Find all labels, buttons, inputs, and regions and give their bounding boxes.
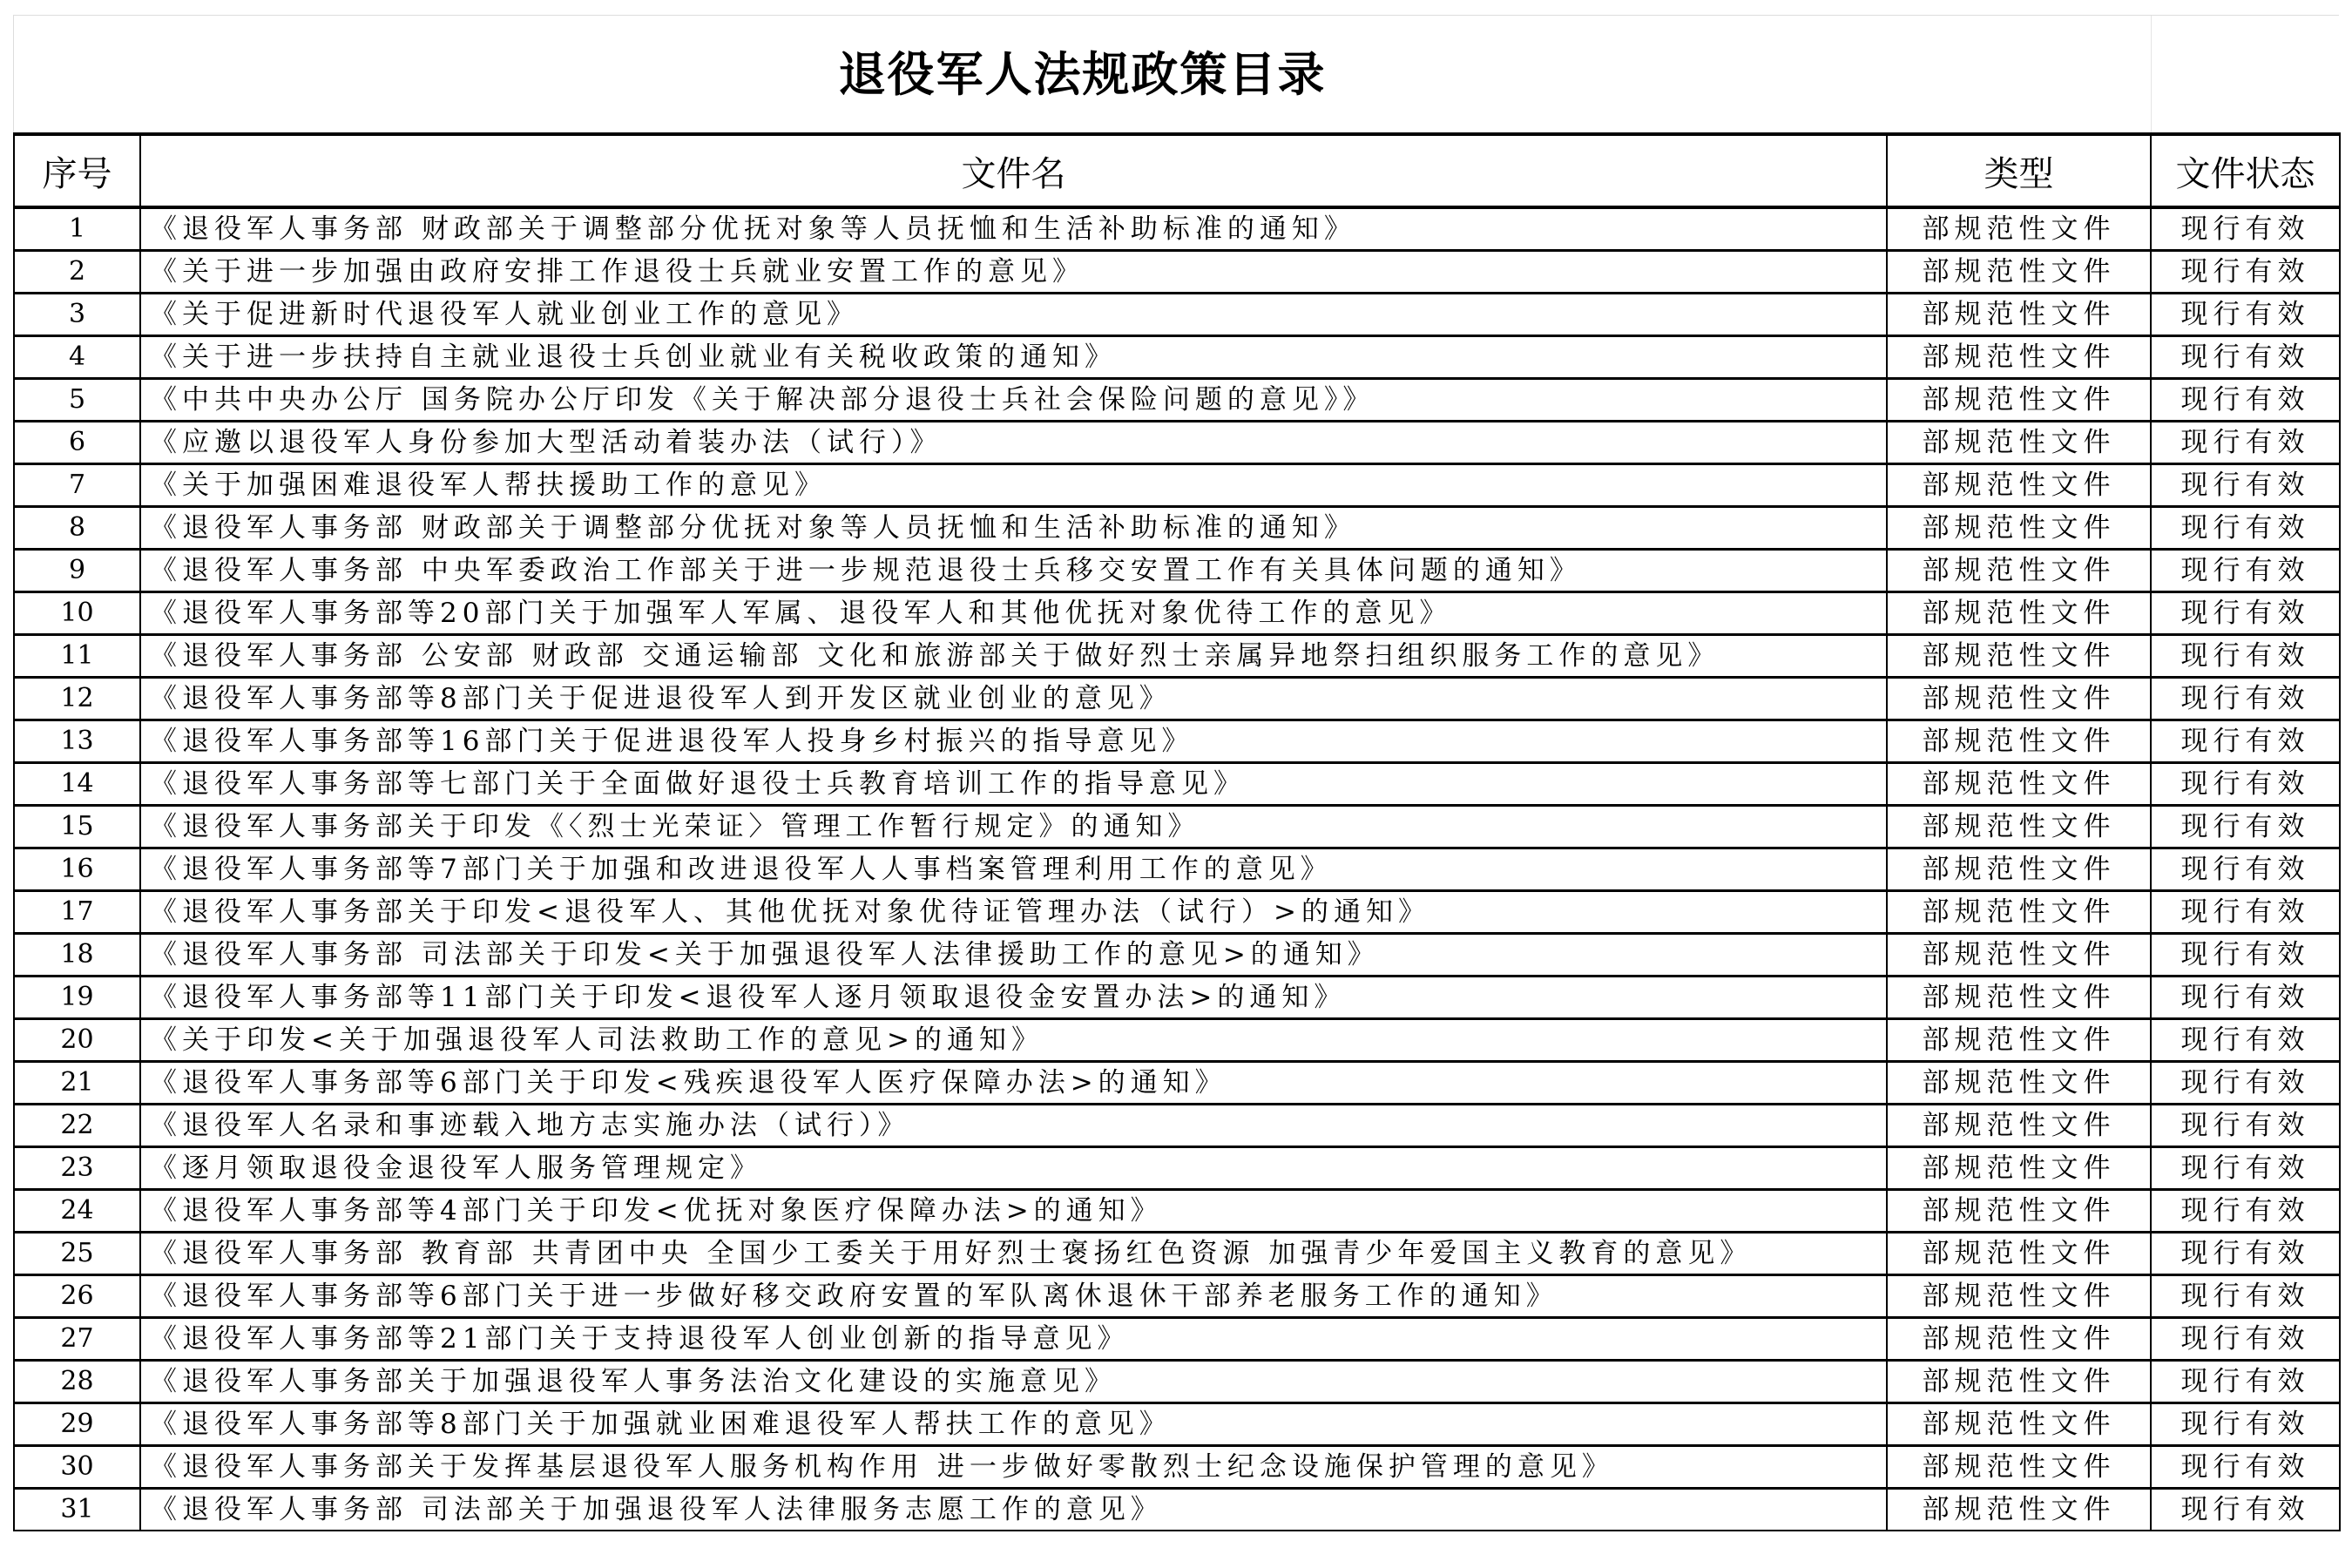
document-type: 部规范性文件 [1887,1019,2151,1062]
document-name: 《退役军人事务部 财政部关于调整部分优抚对象等人员抚恤和生活补助标准的通知》 [140,207,1887,251]
table-row [14,1489,2340,1531]
row-index: 3 [14,294,140,336]
document-name: 《退役军人事务部关于印发《〈烈士光荣证〉管理工作暂行规定》的通知》 [140,806,1887,848]
document-name: 《退役军人事务部等21部门关于支持退役军人创业创新的指导意见》 [140,1318,1887,1361]
document-name: 《关于促进新时代退役军人就业创业工作的意见》 [140,294,1887,336]
document-type: 部规范性文件 [1887,379,2151,422]
document-type: 部规范性文件 [1887,251,2151,294]
document-status: 现行有效 [2151,1233,2340,1275]
document-status: 现行有效 [2151,550,2340,592]
policy-table [13,132,2341,1531]
row-index: 31 [14,1489,140,1531]
row-index: 30 [14,1446,140,1489]
row-index: 13 [14,720,140,763]
document-status: 现行有效 [2151,592,2340,635]
document-status: 现行有效 [2151,1275,2340,1318]
document-type: 部规范性文件 [1887,934,2151,977]
document-name: 《关于印发<关于加强退役军人司法救助工作的意见>的通知》 [140,1019,1887,1062]
table-row [14,1403,2340,1446]
document-status: 现行有效 [2151,379,2340,422]
row-index: 11 [14,635,140,678]
row-index: 6 [14,422,140,464]
page-title: 退役军人法规政策目录 [838,46,1327,102]
row-index: 2 [14,251,140,294]
document-name: 《退役军人事务部等七部门关于全面做好退役士兵教育培训工作的指导意见》 [140,763,1887,806]
table-header-row [14,134,2340,207]
table-row [14,379,2340,422]
document-status: 现行有效 [2151,934,2340,977]
table-row [14,1105,2340,1147]
table-row [14,592,2340,635]
document-name: 《退役军人事务部 财政部关于调整部分优抚对象等人员抚恤和生活补助标准的通知》 [140,507,1887,550]
table-row [14,891,2340,934]
document-type: 部规范性文件 [1887,1190,2151,1233]
document-type: 部规范性文件 [1887,1062,2151,1105]
table-row [14,550,2340,592]
table-row [14,294,2340,336]
document-type: 部规范性文件 [1887,1105,2151,1147]
document-status: 现行有效 [2151,977,2340,1019]
table-row [14,464,2340,507]
document-status: 现行有效 [2151,294,2340,336]
document-status: 现行有效 [2151,251,2340,294]
row-index: 12 [14,678,140,720]
document-type: 部规范性文件 [1887,1318,2151,1361]
document-status: 现行有效 [2151,1147,2340,1190]
table-row [14,934,2340,977]
document-name: 《退役军人事务部等6部门关于印发<残疾退役军人医疗保障办法>的通知》 [140,1062,1887,1105]
table-row [14,806,2340,848]
table-row [14,1190,2340,1233]
table-row [14,251,2340,294]
row-index: 26 [14,1275,140,1318]
gridline [2151,16,2152,132]
table-row [14,1318,2340,1361]
row-index: 23 [14,1147,140,1190]
document-status: 现行有效 [2151,763,2340,806]
document-status: 现行有效 [2151,422,2340,464]
table-row [14,848,2340,891]
document-name: 《退役军人事务部等16部门关于促进退役军人投身乡村振兴的指导意见》 [140,720,1887,763]
document-name: 《退役军人事务部关于发挥基层退役军人服务机构作用 进一步做好零散烈士纪念设施保护管理的意见》 [140,1446,1887,1489]
document-name: 《退役军人事务部等4部门关于印发<优抚对象医疗保障办法>的通知》 [140,1190,1887,1233]
table-row [14,507,2340,550]
document-status: 现行有效 [2151,207,2340,251]
document-type: 部规范性文件 [1887,1361,2151,1403]
document-status: 现行有效 [2151,806,2340,848]
document-status: 现行有效 [2151,1019,2340,1062]
document-type: 部规范性文件 [1887,1403,2151,1446]
document-status: 现行有效 [2151,848,2340,891]
table-row [14,720,2340,763]
document-status: 现行有效 [2151,1318,2340,1361]
table-body [14,207,2340,1531]
document-status: 现行有效 [2151,1190,2340,1233]
row-index: 5 [14,379,140,422]
header-name: 文件名 [140,134,1887,207]
row-index: 24 [14,1190,140,1233]
document-type: 部规范性文件 [1887,336,2151,379]
document-name: 《退役军人事务部 司法部关于加强退役军人法律服务志愿工作的意见》 [140,1489,1887,1531]
table-row [14,635,2340,678]
header-index: 序号 [14,134,140,207]
document-name: 《关于加强困难退役军人帮扶援助工作的意见》 [140,464,1887,507]
document-name: 《逐月领取退役金退役军人服务管理规定》 [140,1147,1887,1190]
row-index: 22 [14,1105,140,1147]
row-index: 7 [14,464,140,507]
document-type: 部规范性文件 [1887,891,2151,934]
table-row [14,1446,2340,1489]
document-status: 现行有效 [2151,1062,2340,1105]
document-type: 部规范性文件 [1887,1147,2151,1190]
row-index: 17 [14,891,140,934]
table-row [14,678,2340,720]
document-status: 现行有效 [2151,1361,2340,1403]
document-status: 现行有效 [2151,507,2340,550]
document-type: 部规范性文件 [1887,848,2151,891]
document-type: 部规范性文件 [1887,635,2151,678]
document-status: 现行有效 [2151,1403,2340,1446]
document-type: 部规范性文件 [1887,550,2151,592]
row-index: 20 [14,1019,140,1062]
document-type: 部规范性文件 [1887,592,2151,635]
document-name: 《退役军人事务部等8部门关于加强就业困难退役军人帮扶工作的意见》 [140,1403,1887,1446]
document-type: 部规范性文件 [1887,464,2151,507]
title-area [13,15,2339,132]
document-type: 部规范性文件 [1887,678,2151,720]
document-name: 《退役军人事务部等8部门关于促进退役军人到开发区就业创业的意见》 [140,678,1887,720]
document-name: 《退役军人事务部关于加强退役军人事务法治文化建设的实施意见》 [140,1361,1887,1403]
document-name: 《退役军人名录和事迹载入地方志实施办法（试行）》 [140,1105,1887,1147]
row-index: 19 [14,977,140,1019]
table-row [14,1019,2340,1062]
document-type: 部规范性文件 [1887,1489,2151,1531]
document-status: 现行有效 [2151,635,2340,678]
row-index: 4 [14,336,140,379]
document-type: 部规范性文件 [1887,720,2151,763]
row-index: 18 [14,934,140,977]
row-index: 1 [14,207,140,251]
table-row [14,422,2340,464]
document-type: 部规范性文件 [1887,294,2151,336]
header-type: 类型 [1887,134,2151,207]
header-status: 文件状态 [2151,134,2340,207]
document-type: 部规范性文件 [1887,207,2151,251]
row-index: 27 [14,1318,140,1361]
document-name: 《退役军人事务部等20部门关于加强军人军属、退役军人和其他优抚对象优待工作的意见》 [140,592,1887,635]
document-name: 《应邀以退役军人身份参加大型活动着装办法（试行）》 [140,422,1887,464]
document-name: 《退役军人事务部等6部门关于进一步做好移交政府安置的军队离休退休干部养老服务工作的通知》 [140,1275,1887,1318]
document-name: 《退役军人事务部 中央军委政治工作部关于进一步规范退役士兵移交安置工作有关具体问题的通知》 [140,550,1887,592]
row-index: 29 [14,1403,140,1446]
document-status: 现行有效 [2151,1105,2340,1147]
row-index: 16 [14,848,140,891]
document-type: 部规范性文件 [1887,422,2151,464]
document-status: 现行有效 [2151,678,2340,720]
document-name: 《中共中央办公厅 国务院办公厅印发《关于解决部分退役士兵社会保险问题的意见》》 [140,379,1887,422]
document-type: 部规范性文件 [1887,1446,2151,1489]
table-row [14,1361,2340,1403]
row-index: 25 [14,1233,140,1275]
document-status: 现行有效 [2151,464,2340,507]
document-type: 部规范性文件 [1887,1233,2151,1275]
row-index: 10 [14,592,140,635]
table-row [14,763,2340,806]
row-index: 14 [14,763,140,806]
document-status: 现行有效 [2151,336,2340,379]
row-index: 28 [14,1361,140,1403]
document-status: 现行有效 [2151,1446,2340,1489]
row-index: 8 [14,507,140,550]
table-row [14,1233,2340,1275]
table-row [14,207,2340,251]
table-row [14,1062,2340,1105]
table-row [14,336,2340,379]
document-type: 部规范性文件 [1887,763,2151,806]
document-name: 《退役军人事务部等11部门关于印发<退役军人逐月领取退役金安置办法>的通知》 [140,977,1887,1019]
document-name: 《关于进一步加强由政府安排工作退役士兵就业安置工作的意见》 [140,251,1887,294]
document-type: 部规范性文件 [1887,507,2151,550]
document-status: 现行有效 [2151,1489,2340,1531]
row-index: 15 [14,806,140,848]
document-type: 部规范性文件 [1887,977,2151,1019]
document-status: 现行有效 [2151,891,2340,934]
document-name: 《退役军人事务部 司法部关于印发<关于加强退役军人法律援助工作的意见>的通知》 [140,934,1887,977]
table-row [14,1275,2340,1318]
table-row [14,977,2340,1019]
document-name: 《退役军人事务部 公安部 财政部 交通运输部 文化和旅游部关于做好烈士亲属异地祭扫组织服务工作的意见》 [140,635,1887,678]
document-name: 《关于进一步扶持自主就业退役士兵创业就业有关税收政策的通知》 [140,336,1887,379]
document-name: 《退役军人事务部等7部门关于加强和改进退役军人人事档案管理利用工作的意见》 [140,848,1887,891]
row-index: 9 [14,550,140,592]
document-type: 部规范性文件 [1887,1275,2151,1318]
row-index: 21 [14,1062,140,1105]
table-row [14,1147,2340,1190]
document-name: 《退役军人事务部关于印发<退役军人、其他优抚对象优待证管理办法（试行）>的通知》 [140,891,1887,934]
document-status: 现行有效 [2151,720,2340,763]
document-type: 部规范性文件 [1887,806,2151,848]
document-name: 《退役军人事务部 教育部 共青团中央 全国少工委关于用好烈士褒扬红色资源 加强青少年爱国主义教育的意见》 [140,1233,1887,1275]
